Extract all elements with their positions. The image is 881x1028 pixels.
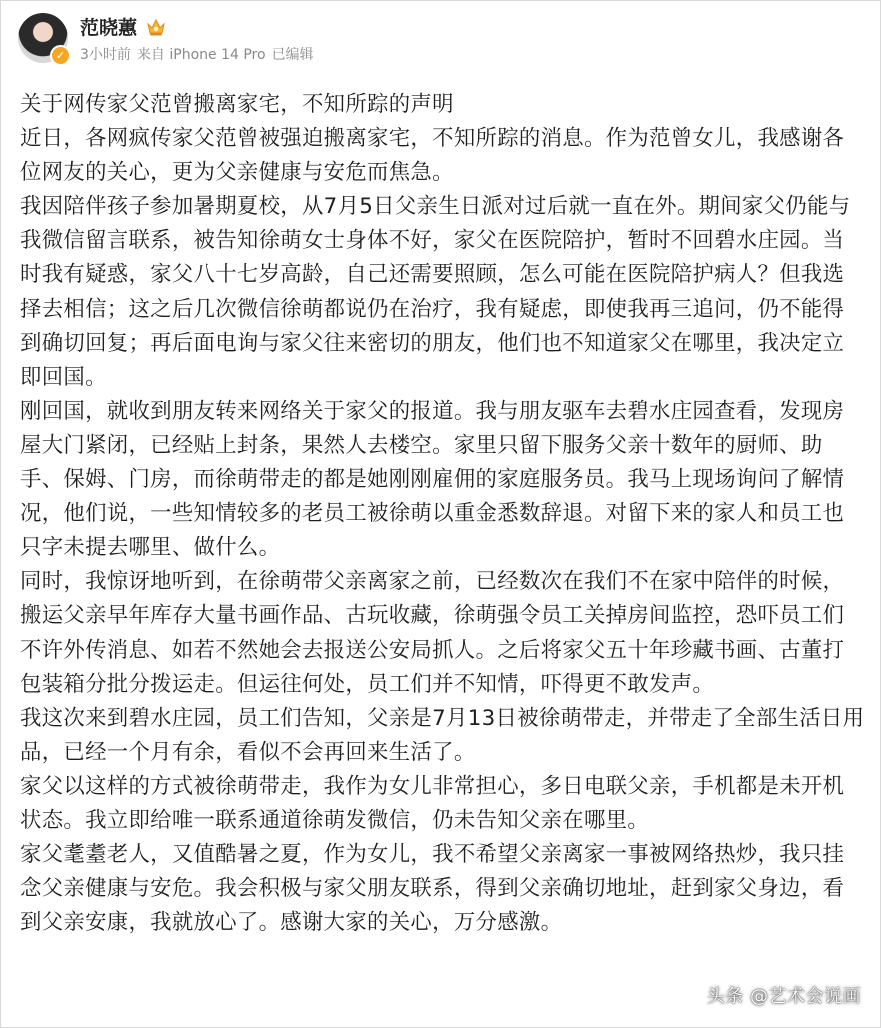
paragraph: 我这次来到碧水庄园，员工们告知，父亲是7月13日被徐萌带走，并带走了全部生活日用品，已经一个月有余，看似不会再回来生活了。 xyxy=(20,705,865,765)
verified-icon: ✓ xyxy=(50,45,71,66)
post-source: 来自 iPhone 14 Pro xyxy=(136,46,266,63)
edited-label[interactable]: 已编辑 xyxy=(271,46,314,63)
post-header xyxy=(18,10,320,66)
paragraph: 刚回国，就收到朋友转来网络关于家父的报道。我与朋友驱车去碧水庄园查看，发现房屋大门紧闭，已经贴上封条，果然人去楼空。家里只留下服务父亲十数年的厨师、助手、保姆、门房，而徐萌带走的都是她刚刚雇佣的家庭服务员。我马上现场询问了解情况，他们说，一些知情较多的老员工被徐萌以重金悉数辞退。对留下来的家人和员工也只字未提去哪里、做什么。 xyxy=(20,398,845,561)
paragraph: 家父耄耋老人，又值酷暑之夏，作为女儿，我不希望父亲离家一事被网络热炒，我只挂念父亲健康与安危。我会积极与家父朋友联系，得到父亲确切地址，赶到家父身边，看到父亲安康，我就放心了。感谢大家的关心，万分感激。 xyxy=(20,842,845,936)
post-meta xyxy=(80,44,320,64)
paragraph: 家父以这样的方式被徐萌带走，我作为女儿非常担心，多日电联父亲，手机都是未开机状态。我立即给唯一联系通道徐萌发微信，仍未告知父亲在哪里。 xyxy=(20,773,845,833)
name-row xyxy=(80,13,320,41)
paragraph: 我因陪伴孩子参加暑期夏校，从7月5日父亲生日派对过后就一直在外。期间家父仍能与我微信留言联系，被告知徐萌女士身体不好，家父在医院陪护，暂时不回碧水庄园。当时我有疑惑，家父八十七岁高龄，自己还需要照顾，怎么可能在医院陪护病人？但我选择去相信；这之后几次微信徐萌都说仍在治疗，我有疑虑，即使我再三追问，仍不能得到确切回复；再后面电询与家父往来密切的朋友，他们也不知道家父在哪里，我决定立即回国。 xyxy=(20,194,851,390)
vip-badge-icon[interactable] xyxy=(145,17,167,37)
avatar[interactable] xyxy=(18,13,68,63)
paragraph: 近日，各网疯传家父范曾被强迫搬离家宅，不知所踪的消息。作为范曾女儿，我感谢各位网友的关心，更为父亲健康与安危而焦急。 xyxy=(20,126,845,186)
watermark: 头条 @艺术会说画 xyxy=(706,986,861,1007)
author-name[interactable]: 范晓蕙 xyxy=(80,17,138,39)
paragraph: 同时，我惊讶地听到，在徐萌带父亲离家之前，已经数次在我们不在家中陪伴的时候，搬运父亲早年库存大量书画作品、古玩收藏，徐萌强令员工关掉房间监控，恐吓员工们不许外传消息、如若不然她会去报送公安局抓人。之后将家父五十年珍藏书画、古董打包装箱分批分拨运走。但运往何处，员工们并不知情，吓得更不敢发声。 xyxy=(20,569,845,697)
post-time[interactable]: 3小时前 xyxy=(80,46,131,63)
statement-title: 关于网传家父范曾搬离家宅，不知所踪的声明 xyxy=(20,92,454,117)
user-meta xyxy=(80,13,320,64)
post-body xyxy=(20,88,865,940)
